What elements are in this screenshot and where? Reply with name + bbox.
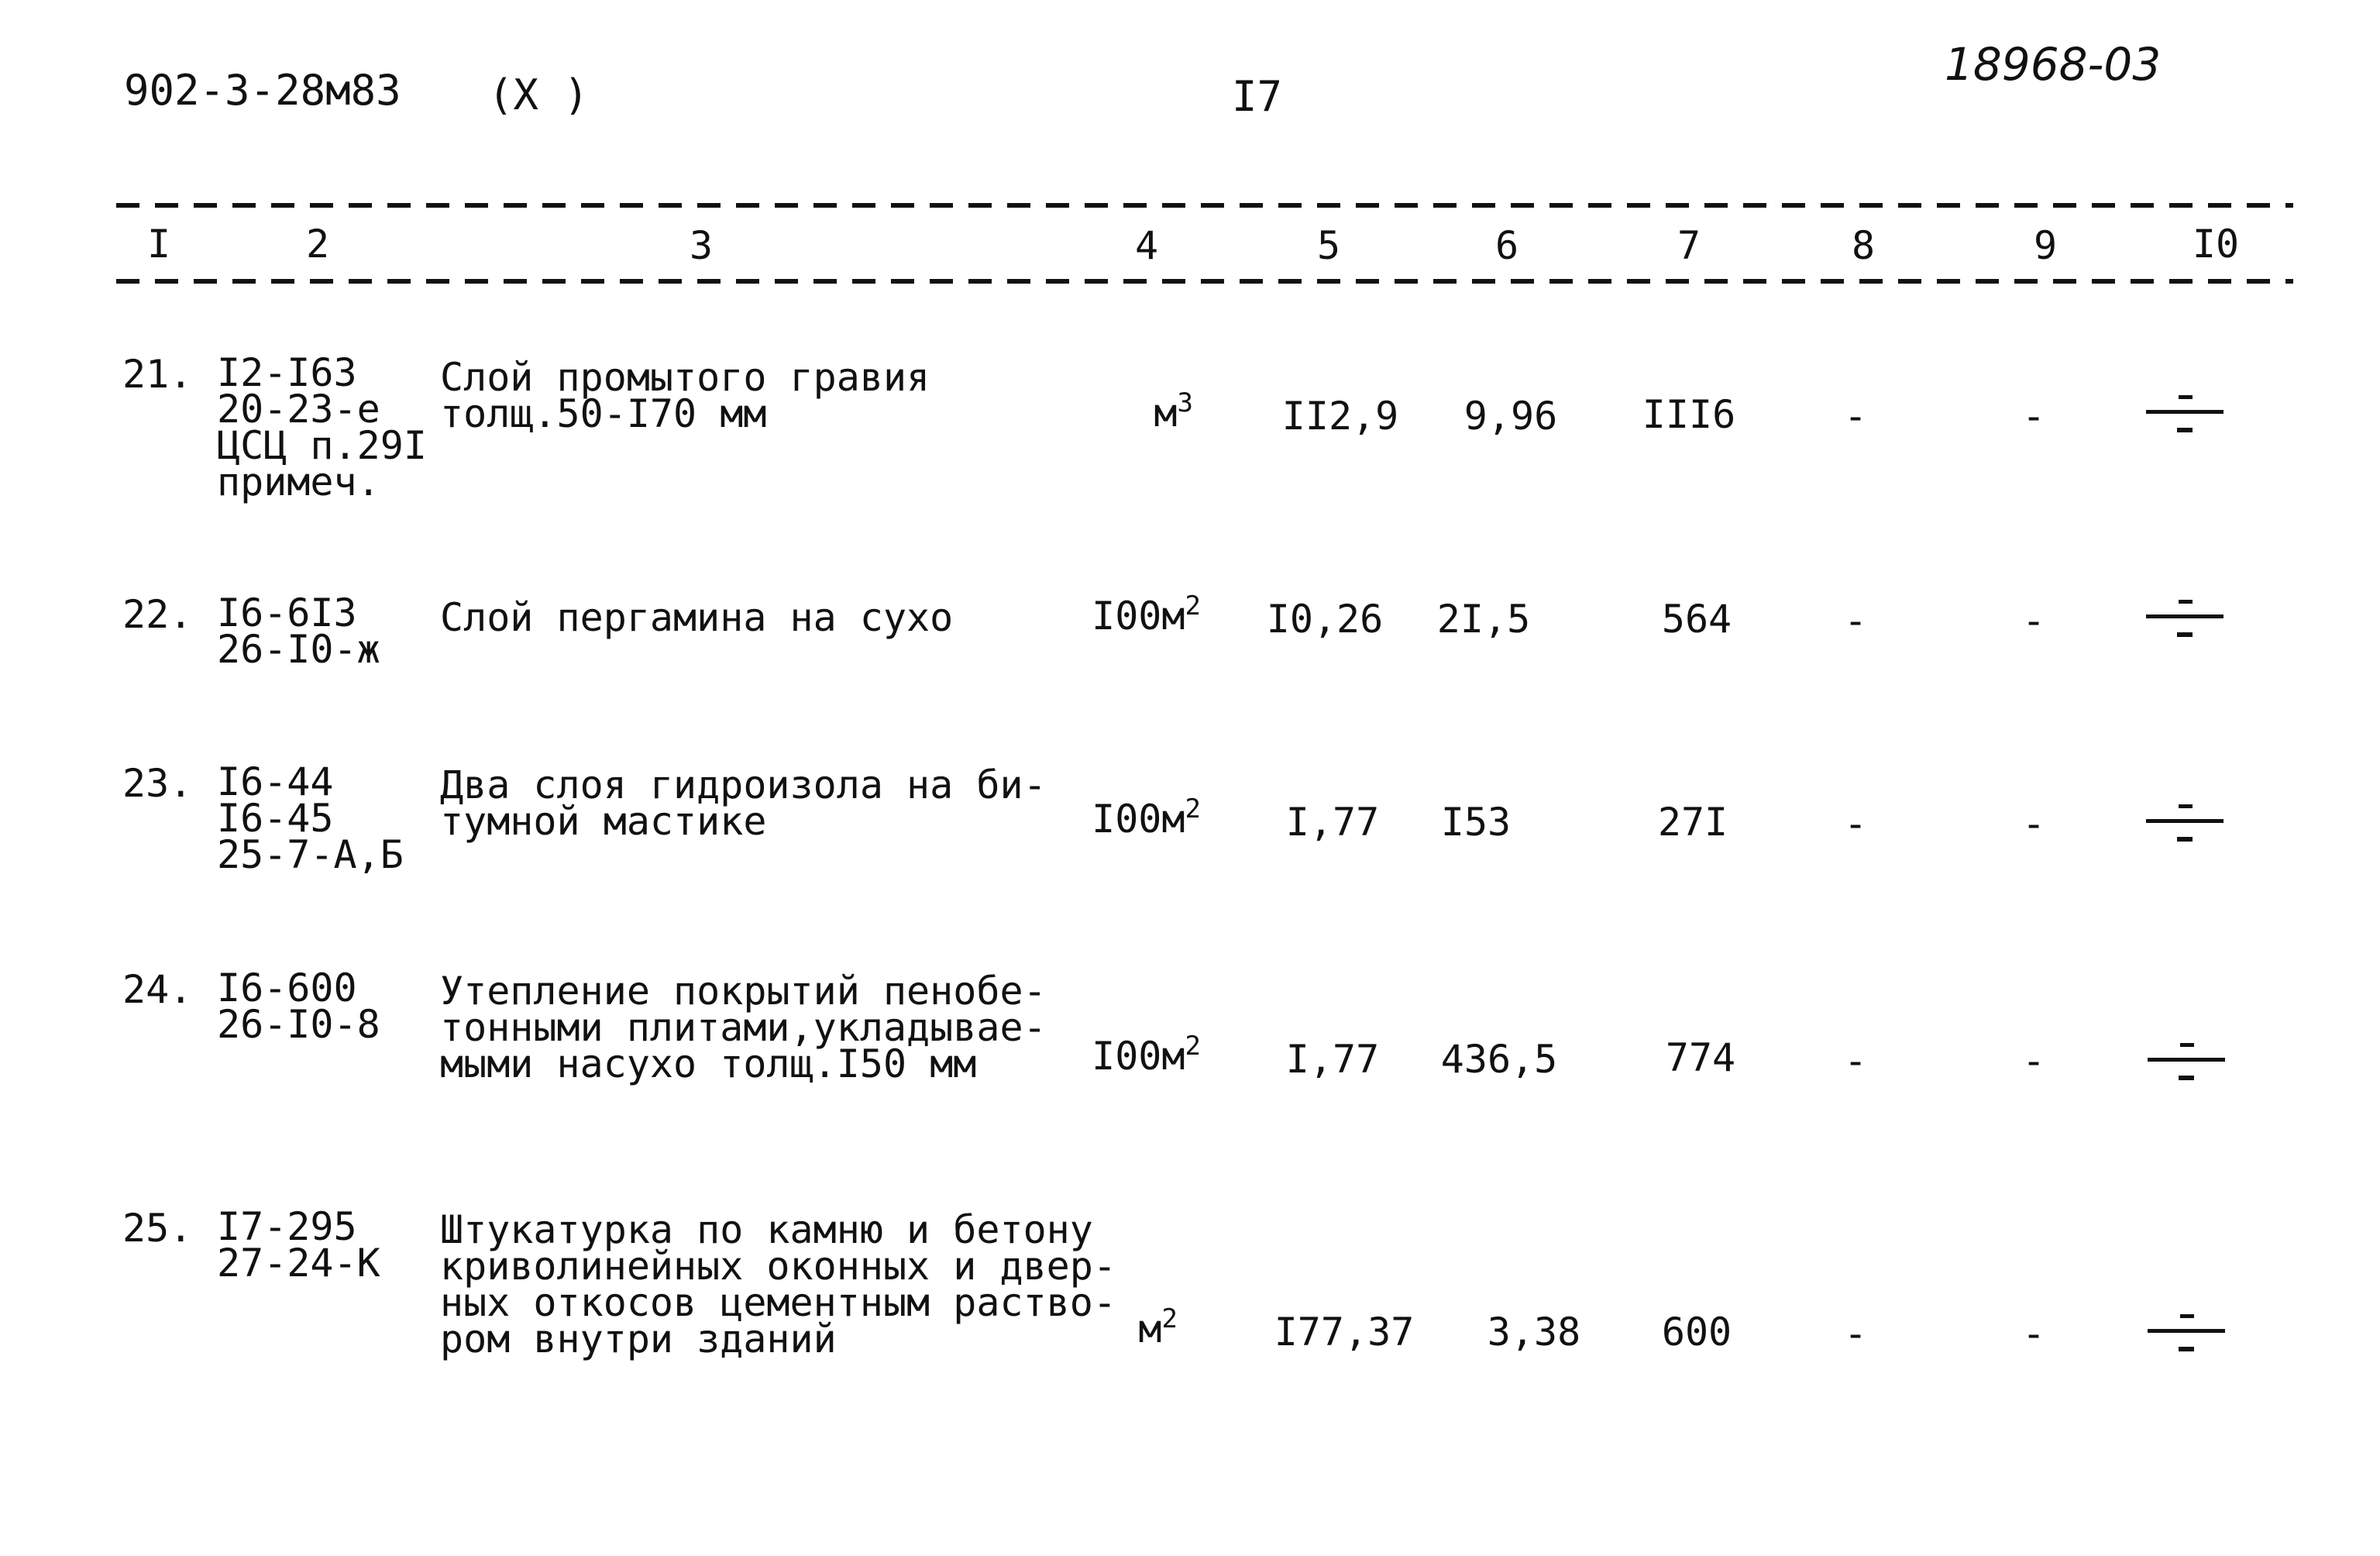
row-description-line: Слой пергамина на сухо [440,595,954,640]
row-description-line: Штукатурка по камню и бетону [440,1207,1093,1252]
row-description-line: мыми насухо толщ.I50 мм [440,1041,977,1086]
row-unit [1092,793,1201,842]
section-marker: (X ) [488,71,590,119]
row-description-line: Слой промытого гравия [440,355,930,400]
column-header-5: 5 [1316,223,1341,268]
row-code-line: I2-I63 [217,350,357,395]
unit-base: м [1154,391,1178,435]
row-code-line: ЦСЦ п.29I [217,423,427,468]
row-unit-price: I53 [1440,800,1512,845]
row-description-line: ром внутри зданий [440,1317,837,1362]
row-description-line: криволинейных оконных и двер- [440,1244,1116,1289]
column-header-6: 6 [1494,223,1519,268]
column-header-2: 2 [305,222,330,267]
unit-base: I00м [1092,797,1185,842]
column-header-8: 8 [1851,223,1876,268]
row-quantity: I77,37 [1274,1310,1415,1355]
header-bottom-rule [116,279,2293,284]
row-code-line: I6-600 [217,966,357,1010]
column-header-4: 4 [1134,223,1159,268]
row-code-line: I6-6I3 [217,590,357,635]
row-col8: - [1843,1311,1868,1356]
unit-exponent: 2 [1161,1303,1178,1335]
unit-exponent: 2 [1185,1031,1201,1062]
row-col9: - [2021,598,2046,643]
fraction-dash-mark [2146,384,2224,439]
row-description-line: толщ.50-I70 мм [440,391,767,436]
row-description-line: тонными плитами,укладывае- [440,1005,1047,1050]
row-col9: - [2021,1311,2046,1356]
row-total: 27I [1657,800,1728,845]
row-unit-price: 9,96 [1463,394,1558,439]
row-number: 25. [122,1206,193,1251]
unit-exponent: 2 [1185,793,1201,825]
row-code-line: примеч. [217,460,380,504]
document-code: 902-3-28м83 [124,66,401,115]
row-unit [1154,387,1193,435]
row-unit [1092,590,1201,639]
row-description-line: тумной мастике [440,799,767,844]
fraction-dash-mark [2146,589,2224,643]
archive-number: 18968-03 [1945,38,2162,91]
row-code-line: 26-I0-8 [217,1002,380,1047]
row-description-line: Два слоя гидроизола на би- [440,763,1047,807]
row-unit-price: 436,5 [1440,1037,1558,1082]
row-col9: - [2021,801,2046,846]
row-col8: - [1843,394,1868,439]
row-code-line: I7-295 [217,1204,357,1249]
row-quantity: I,77 [1285,800,1380,845]
fraction-dash-mark [2148,1303,2225,1358]
column-header-7: 7 [1677,223,1701,268]
header-top-rule [116,203,2293,208]
row-number: 24. [122,967,193,1012]
row-total: III6 [1642,392,1736,437]
row-number: 22. [122,592,193,637]
row-unit [1138,1303,1178,1351]
fraction-dash-mark [2148,1032,2225,1086]
unit-base: I00м [1092,594,1185,639]
row-col8: - [1843,801,1868,846]
unit-base: I00м [1092,1034,1185,1079]
unit-exponent: 3 [1177,387,1193,419]
unit-base: м [1138,1306,1162,1351]
row-code-line: 26-I0-ж [217,627,380,672]
row-total: 774 [1665,1035,1736,1080]
row-number: 21. [122,352,193,397]
column-header-1: I [146,222,171,267]
row-col9: - [2021,1038,2046,1083]
row-unit-price: 2I,5 [1436,597,1531,642]
row-quantity: I0,26 [1266,597,1384,642]
page-number: I7 [1232,72,1283,121]
row-unit-price: 3,38 [1487,1310,1581,1355]
row-total: 564 [1661,597,1732,642]
row-col8: - [1843,1038,1868,1083]
row-code-line: 25-7-А,Б [217,832,404,877]
row-description-line: ных откосов цементным раство- [440,1280,1116,1325]
row-col9: - [2021,394,2046,439]
row-number: 23. [122,761,193,806]
row-total: 600 [1661,1310,1732,1355]
fraction-dash-mark [2146,793,2224,848]
row-code-line: 20-23-е [217,387,380,432]
row-quantity: II2,9 [1281,394,1399,439]
row-col8: - [1843,598,1868,643]
row-unit [1092,1031,1201,1079]
row-code-line: 27-24-К [217,1241,380,1286]
unit-exponent: 2 [1185,590,1201,622]
row-quantity: I,77 [1285,1037,1380,1082]
column-header-3: 3 [689,223,714,268]
row-code-line: I6-44 [217,759,334,804]
column-header-9: 9 [2033,223,2058,268]
row-code-line: I6-45 [217,796,334,841]
column-header-10: I0 [2192,222,2240,267]
row-description-line: Утепление покрытий пенобе- [440,969,1047,1014]
